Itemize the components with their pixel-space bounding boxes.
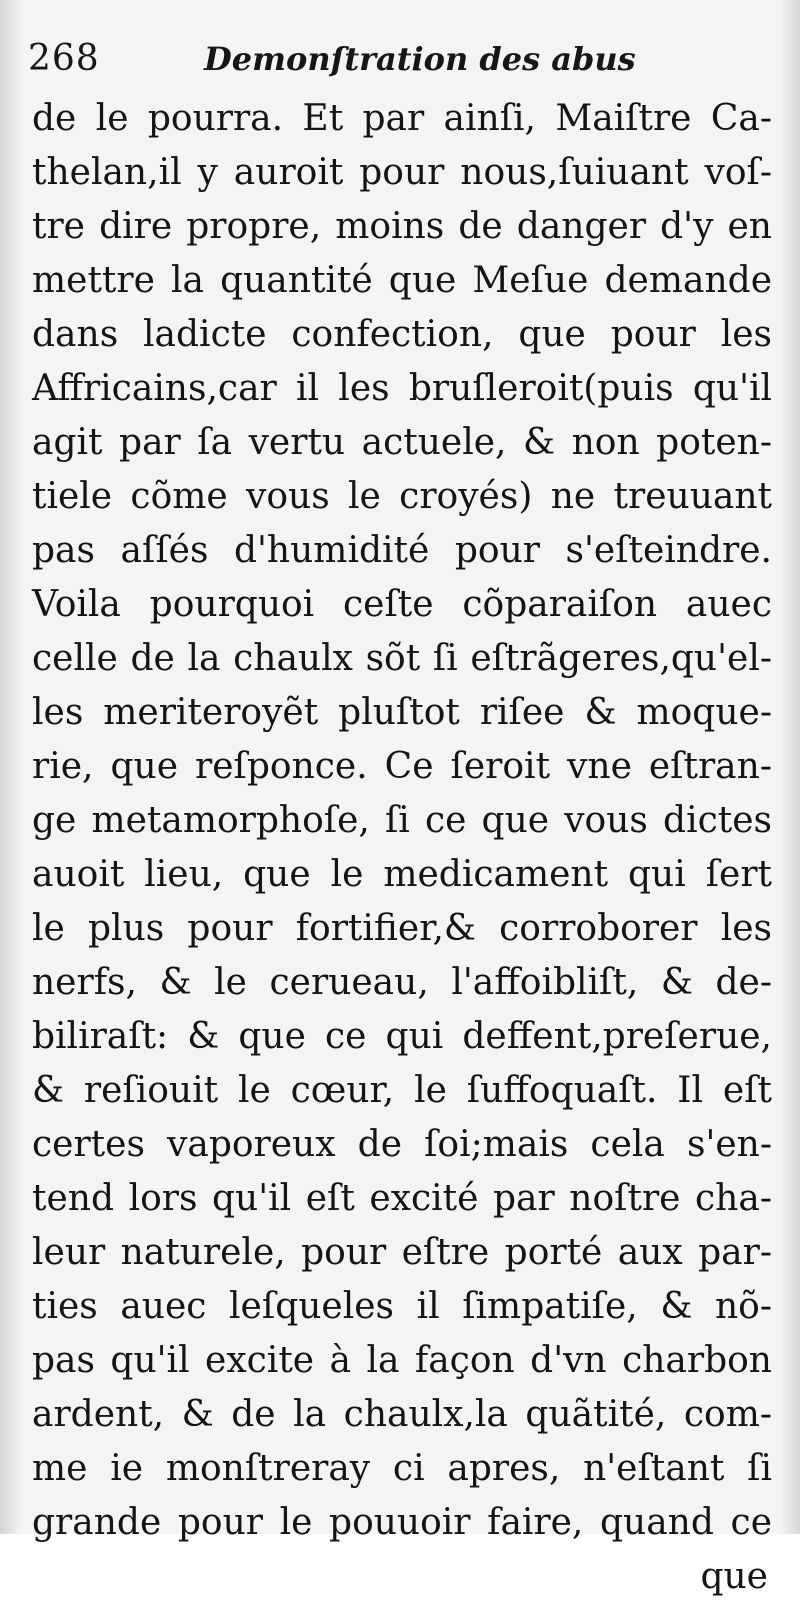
running-head: Demonſtration des abus: [204, 40, 636, 78]
text-line: Voila pourquoi ceſte cõparaiſon auec: [32, 584, 772, 625]
text-line: de le pourra. Et par ainſi, Maiſtre Ca-: [32, 98, 772, 139]
text-line: tiele cõme vous le croyés) ne treuuant: [32, 476, 772, 517]
text-line: & reſiouit le cœur, le ſuffoquaſt. Il eſt: [32, 1070, 772, 1111]
gutter-shadow: [0, 0, 22, 1534]
text-line: certes vaporeux de ſoi;mais cela s'en-: [32, 1124, 772, 1165]
text-line: dans ladicte confection, que pour les: [32, 314, 772, 355]
text-line: auoit lieu, que le medicament qui ſert: [32, 854, 772, 895]
text-line: thelan,il y auroit pour nous,ſuiuant voſ-: [32, 152, 772, 193]
text-line: Affricains,car il les bruſleroit(puis qu'il: [32, 368, 772, 409]
text-line: grande pour le pouuoir faire, quand ce: [32, 1502, 772, 1543]
text-line: rie, que reſponce. Ce ſeroit vne eſtran-: [32, 746, 772, 787]
page-header: [28, 38, 768, 86]
text-line: nerfs, & le cerueau, l'affoibliſt, & de-: [32, 962, 772, 1003]
text-line: pas aſſés d'humidité pour s'eſteindre.: [32, 530, 772, 571]
text-line: mettre la quantité que Meſue demande: [32, 260, 772, 301]
page-edge-shadow: [780, 0, 800, 1534]
text-line: leur naturele, pour eſtre porté aux par-: [32, 1232, 772, 1273]
text-line: le plus pour fortifier,& corroborer les: [32, 908, 772, 949]
text-line: tre dire propre, moins de danger d'y en: [32, 206, 772, 247]
text-line: agit par ſa vertu actuele, & non poten-: [32, 422, 772, 463]
catchword: que: [700, 1556, 768, 1597]
text-line: ties auec leſqueles il ſimpatiſe, & nõ-: [32, 1286, 772, 1327]
text-line: tend lors qu'il eſt excité par noſtre cha-: [32, 1178, 772, 1219]
text-line: celle de la chaulx sõt ſi eſtrãgeres,qu'el-: [32, 638, 772, 679]
text-line: ardent, & de la chaulx,la quãtité, com-: [32, 1394, 772, 1435]
body-text: [32, 92, 772, 1604]
text-line: me ie monſtreray ci apres, n'eſtant ſi: [32, 1448, 772, 1489]
text-line: pas qu'il excite à la façon d'vn charbon: [32, 1340, 772, 1381]
text-line: ge metamorphoſe, ſi ce que vous dictes: [32, 800, 772, 841]
page-number: 268: [28, 38, 100, 79]
text-line: biliraſt: & que ce qui deffent,preſerue,: [32, 1016, 772, 1057]
text-line: les meriteroyẽt pluſtot riſee & moque-: [32, 692, 772, 733]
